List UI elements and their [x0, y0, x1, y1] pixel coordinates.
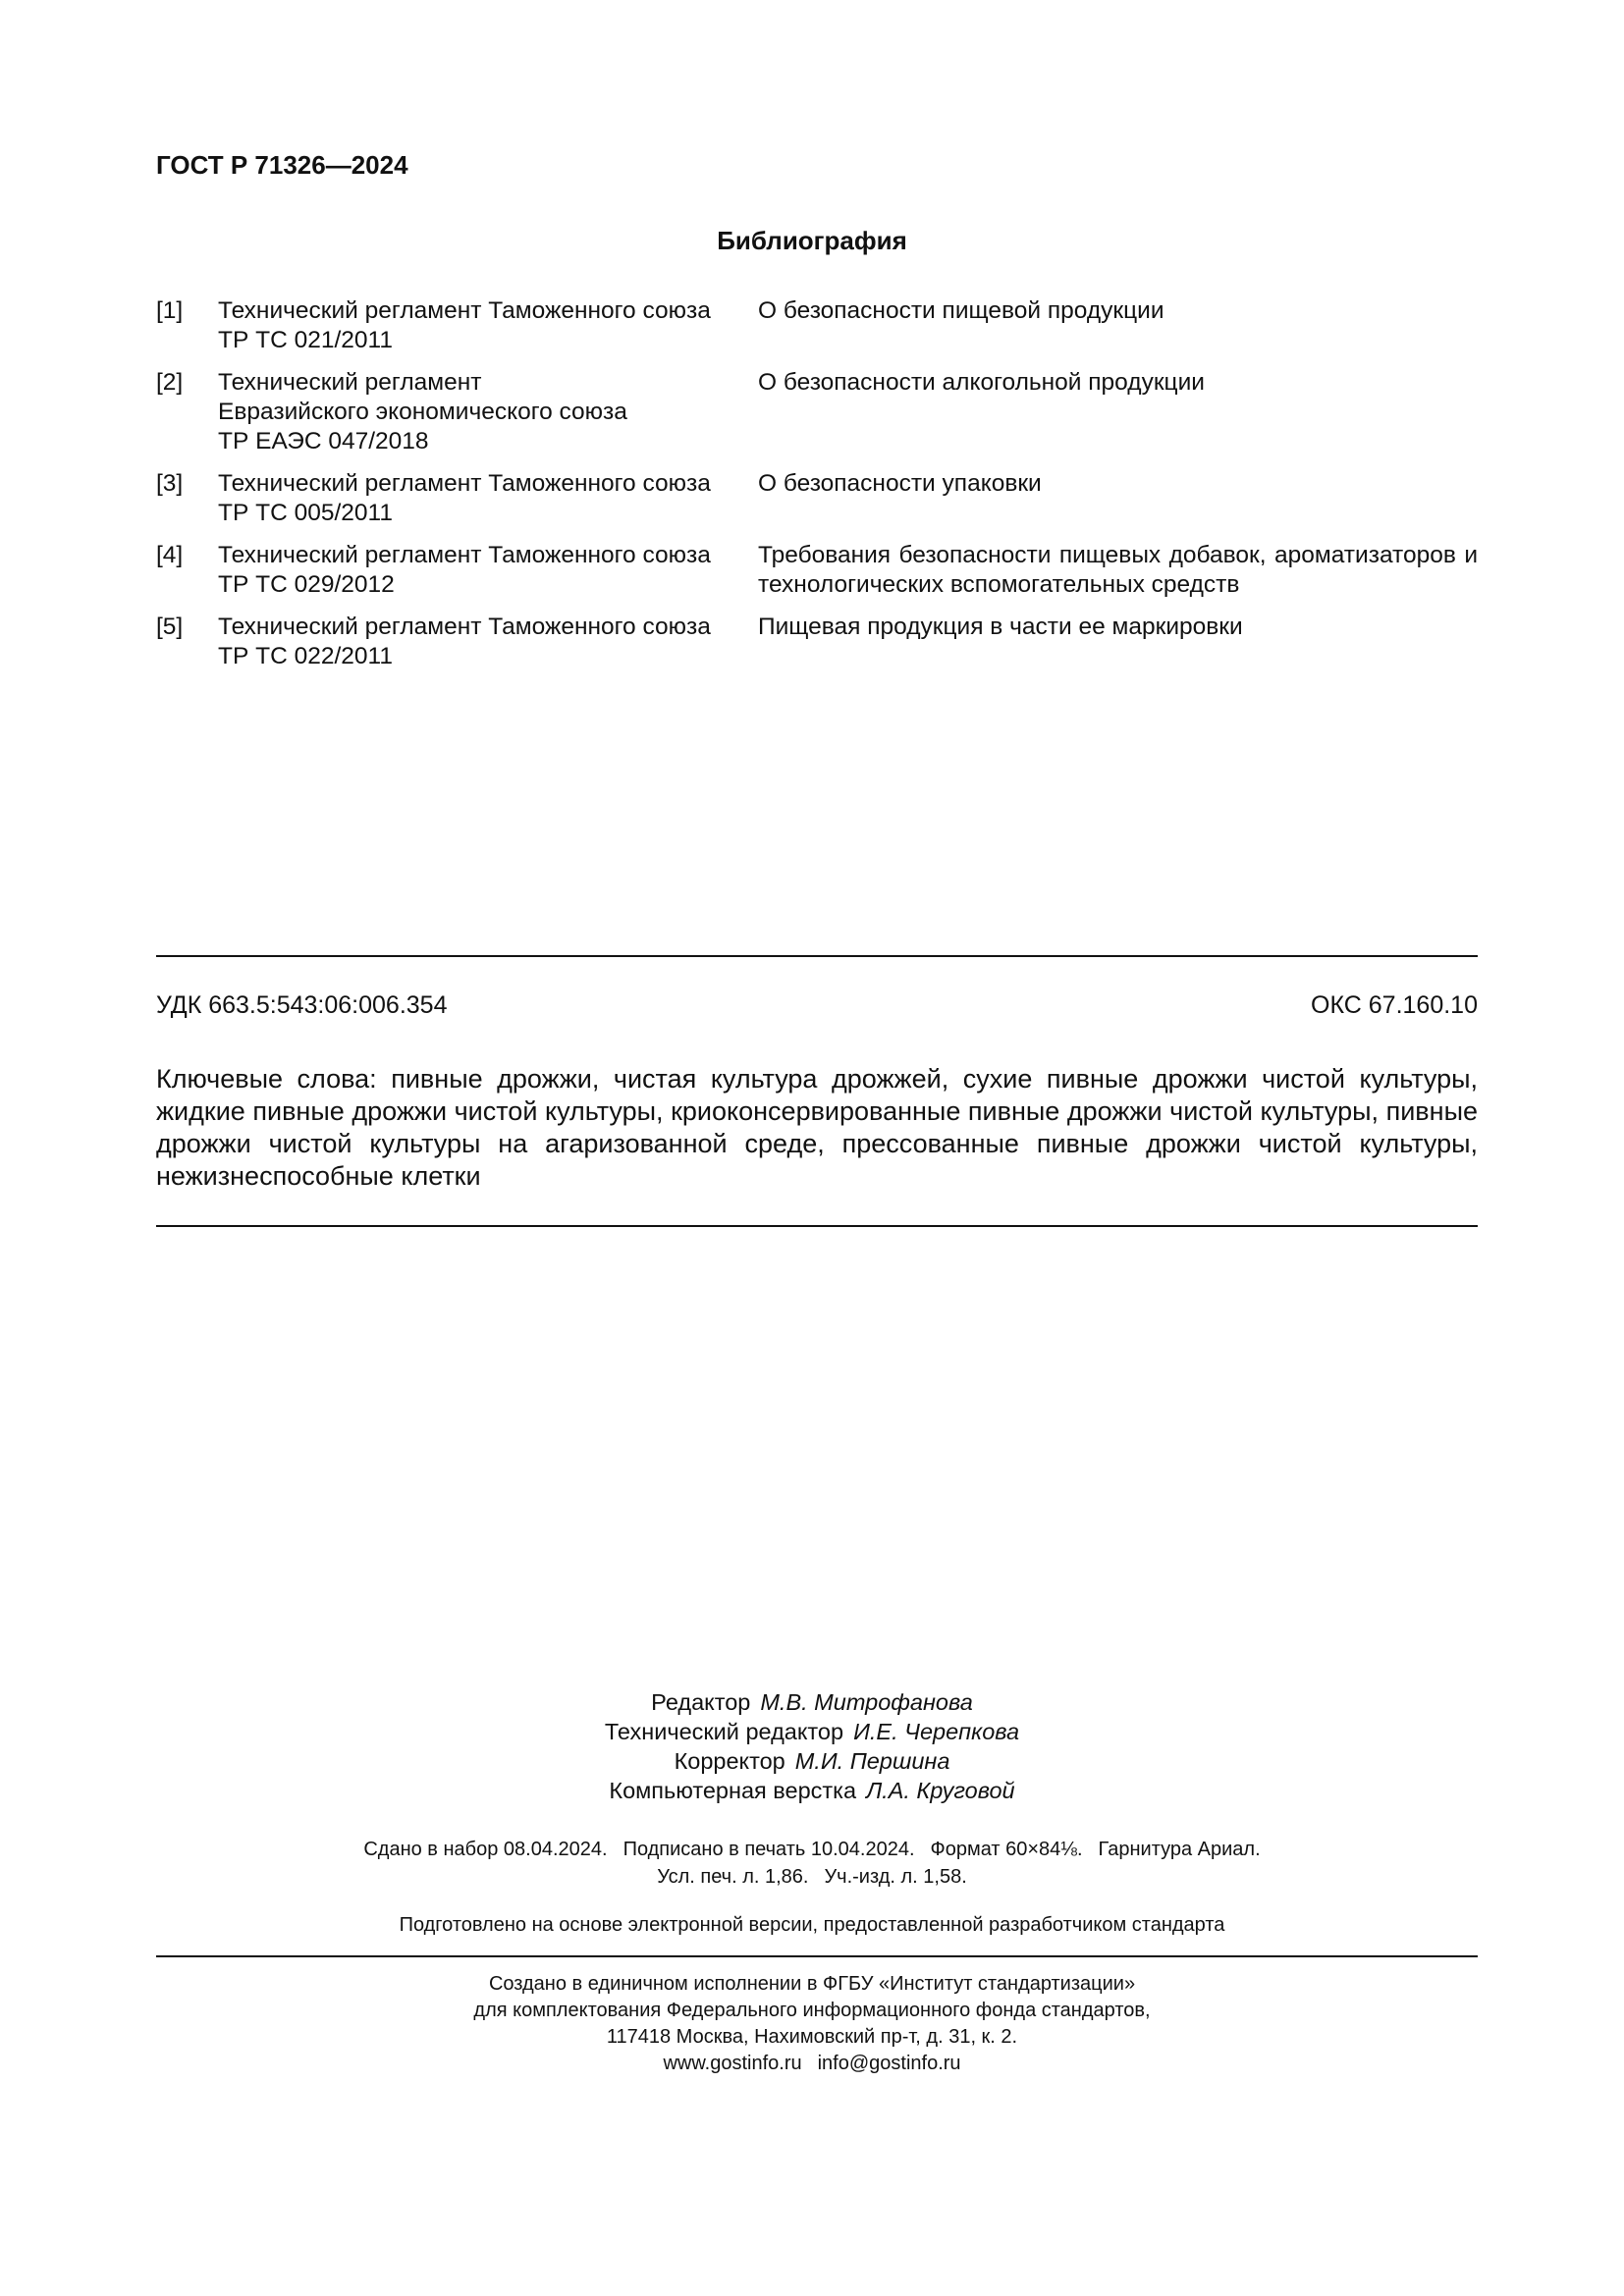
credit-role: Редактор: [651, 1689, 751, 1715]
bibliography-entry: [156, 296, 1478, 355]
bibliography-title: Библиография: [717, 226, 907, 255]
entry-description: О безопасности упаковки: [758, 470, 1042, 497]
credit-role: Корректор: [674, 1748, 785, 1774]
keywords-paragraph: Ключевые слова: пивные дрожжи, чистая культура дрожжей, сухие пивные дрожжи чистой культуры, жидкие пивные дрожжи чистой культуры, криоконсервированные пивные дрожжи чистой культуры, пивные дрожжи чистой культуры на агаризованной среде, прессованные пивные дрожжи чистой культуры, нежизнеспособные клетки: [156, 1064, 1478, 1191]
credit-name: М.В. Митрофанова: [760, 1689, 973, 1715]
bibliography-entry: [156, 541, 1478, 600]
imprint-block: [0, 1971, 1624, 2077]
entry-number: [2]: [156, 369, 184, 396]
typeface: Гарнитура Ариал.: [1098, 1839, 1261, 1860]
divider-top: [156, 955, 1478, 957]
entry-description: О безопасности пищевой продукции: [758, 297, 1164, 324]
entry-number: [4]: [156, 542, 184, 568]
credit-line: [0, 1776, 1624, 1805]
bibliography-entry: [156, 613, 1478, 671]
website-link[interactable]: www.gostinfo.ru: [663, 2053, 802, 2074]
bibliography-entry: [156, 469, 1478, 528]
imprint-line: Создано в единичном исполнении в ФГБУ «Институт стандартизации»: [488, 1973, 1136, 1995]
credit-name: Л.А. Круговой: [866, 1778, 1015, 1803]
edition-sheets: Уч.-изд. л. 1,58.: [824, 1866, 967, 1888]
credit-line: [0, 1746, 1624, 1776]
paper-format: Формат 60×84⅛.: [930, 1839, 1083, 1860]
entry-number: [3]: [156, 470, 184, 497]
classification-line: [156, 991, 1478, 1020]
imprint-line: для комплектования Федерального информационного фонда стандартов,: [473, 2000, 1151, 2021]
credit-line: [0, 1687, 1624, 1717]
print-info: [0, 1836, 1624, 1891]
standard-code: ГОСТ Р 71326—2024: [156, 150, 408, 180]
credit-name: М.И. Першина: [794, 1748, 950, 1774]
entry-description: О безопасности алкогольной продукции: [758, 369, 1205, 396]
imprint-contacts: [0, 2051, 1624, 2077]
credit-line: [0, 1717, 1624, 1746]
divider-keywords: [156, 1225, 1478, 1227]
bibliography-list: [156, 296, 1478, 684]
submitted-date: Сдано в набор 08.04.2024.: [363, 1839, 608, 1860]
credit-name: И.Е. Черепкова: [853, 1719, 1020, 1744]
prepared-note: Подготовлено на основе электронной версии, предоставленной разработчиком стандарта: [399, 1914, 1225, 1936]
entry-document: Технический регламент Таможенного союза ТР ТС 029/2012: [218, 542, 711, 598]
credit-role: Компьютерная верстка: [609, 1778, 857, 1803]
entry-document: Технический регламент Евразийского экономического союза ТР ЕАЭС 047/2018: [218, 369, 627, 454]
signed-date: Подписано в печать 10.04.2024.: [623, 1839, 915, 1860]
email-link[interactable]: info@gostinfo.ru: [817, 2053, 961, 2074]
entry-number: [5]: [156, 614, 184, 640]
print-info-line: [0, 1863, 1624, 1891]
credit-role: Технический редактор: [604, 1719, 844, 1744]
divider-footer: [156, 1955, 1478, 1957]
entry-description: Пищевая продукция в части ее маркировки: [758, 614, 1243, 640]
entry-number: [1]: [156, 297, 184, 324]
entry-document: Технический регламент Таможенного союза ТР ТС 022/2011: [218, 614, 711, 669]
oks-code: ОКС 67.160.10: [1311, 991, 1478, 1019]
imprint-line: 117418 Москва, Нахимовский пр-т, д. 31, к. 2.: [606, 2026, 1018, 2048]
entry-document: Технический регламент Таможенного союза ТР ТС 005/2011: [218, 470, 711, 526]
bibliography-entry: [156, 368, 1478, 456]
udk-code: УДК 663.5:543:06:006.354: [156, 991, 448, 1019]
credits-block: [0, 1687, 1624, 1805]
entry-document: Технический регламент Таможенного союза ТР ТС 021/2011: [218, 297, 711, 353]
print-info-line: [0, 1836, 1624, 1863]
entry-description: Требования безопасности пищевых добавок, ароматизаторов и технологических вспомогательных средств: [758, 542, 1478, 598]
printed-sheets: Усл. печ. л. 1,86.: [657, 1866, 809, 1888]
